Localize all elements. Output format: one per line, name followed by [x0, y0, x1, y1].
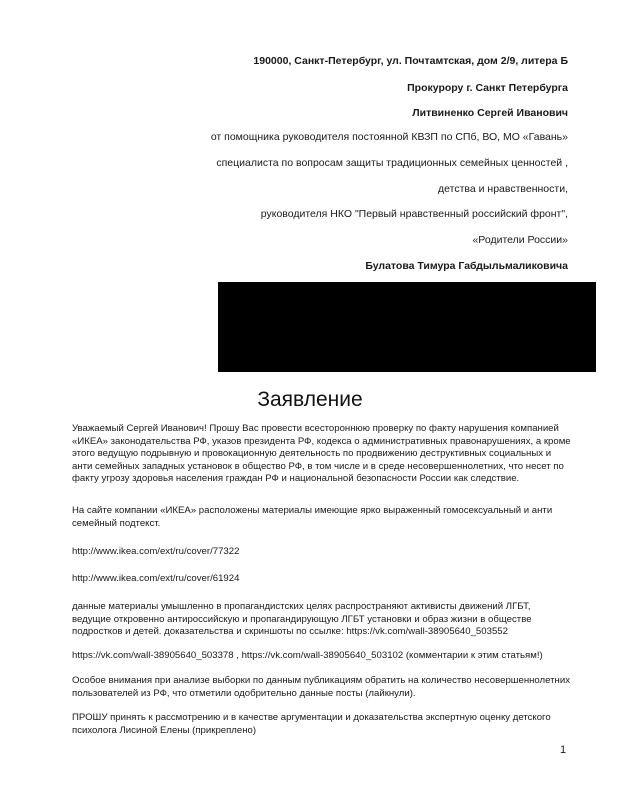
page-number: 1: [560, 744, 567, 756]
document-title: Заявление: [257, 388, 363, 411]
sender-line-2: специалиста по вопросам защиты традиционных семейных ценностей ,: [216, 157, 568, 169]
redaction-block: [218, 282, 596, 372]
address-line: 190000, Санкт-Петербург, ул. Почтамтская, дом 2/9, литера Б: [253, 55, 568, 67]
sender-line-1: от помощника руководителя постоянной КВЗП по СПб, ВО, МО «Гавань»: [210, 131, 568, 143]
paragraph-vk-links: https://vk.com/wall-38905640_503378 , https://vk.com/wall-38905640_503102 (комментарии к этим статьям!): [72, 650, 543, 661]
sender-line-5: «Родители России»: [472, 234, 568, 246]
link-ikea-61924[interactable]: http://www.ikea.com/ext/ru/cover/61924: [72, 573, 240, 584]
link-ikea-77322[interactable]: http://www.ikea.com/ext/ru/cover/77322: [72, 546, 240, 557]
paragraph-psychologist: ПРОШУ принять к рассмотрению и в качестве аргументации и доказательства экспертную оценку детского психолога Лисиной Елены (прикреплено): [72, 712, 551, 736]
paragraph-analysis: Особое внимания при анализе выборки по данным публикациям обратить на количество несовершеннолетних пользователей из РФ, что отметили одобрительно данные посты (лайкнули).: [72, 675, 570, 699]
sender-line-3: детства и нравственности,: [438, 183, 568, 195]
recipient-title: Прокурору г. Санкт Петербурга: [407, 82, 568, 94]
paragraph-site-materials: На сайте компании «ИКЕА» расположены материалы имеющие ярко выраженный гомосексуальный и анти семейный подтекст.: [72, 505, 553, 529]
sender-name: Булатова Тимура Габдыльмаликовича: [365, 260, 568, 272]
paragraph-request: Уважаемый Сергей Иванович! Прошу Вас провести всестороннюю проверку по факту нарушения компанией «ИКЕА» законодательства РФ, указов президента РФ, кодекса о административных правонарушениях, а кроме этого ведущую подрывную и провокационную деятельность по продвижению деструктивных социальных и анти семейных западных установок в общество РФ, в том числе и в среде несовершеннолетних, что несет по факту угрозу здоровья населения граждан РФ и национальной безопасности России как следствие.: [72, 423, 571, 484]
sender-line-4: руководителя НКО "Первый нравственный российский фронт",: [260, 208, 568, 220]
paragraph-lgbt-materials: данные материалы умышленно в пропагандистских целях распространяют активисты движений ЛГБТ, ведущие откровенно антироссийскую и пропагандирующую ЛГБТ установки и образ жизни в обществе подростков и детей. доказательства и скриншоты по ссылке: https://vk.com/wall-38905640_503552: [72, 601, 532, 637]
recipient-name: Литвиненко Сергей Иванович: [412, 107, 568, 119]
